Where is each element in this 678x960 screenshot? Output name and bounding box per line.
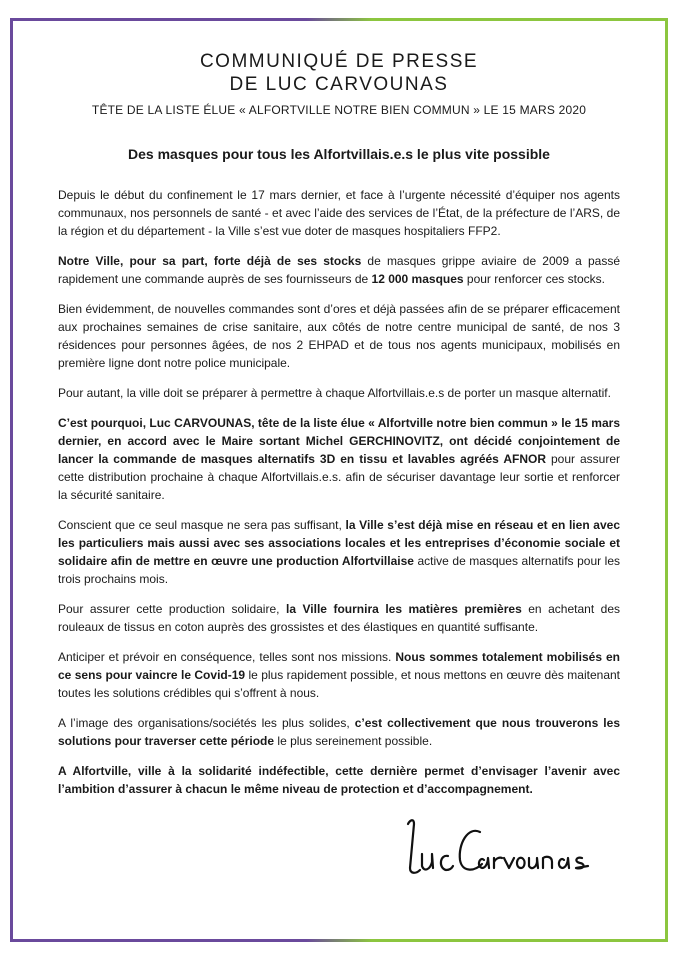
- paragraph-3: Bien évidemment, de nouvelles commandes sont d’ores et déjà passées afin de se préparer efficacement aux prochaines semaines de crise sanitaire, aux côtés de notre centre municipal de santé, de nos 3 résidences pour personnes âgées, de nos 2 EHPAD et de tous nos agents municipaux, mobilisés en première ligne dont notre police municipale.: [58, 302, 620, 370]
- press-release-header: [0, 50, 678, 118]
- paragraph-4: Pour autant, la ville doit se préparer à permettre à chaque Alfortvillais.e.s de porter un masque alternatif.: [58, 386, 611, 400]
- text: Conscient que ce seul masque ne sera pas suffisant,: [58, 518, 346, 532]
- title-line-2: DE LUC CARVOUNAS: [229, 74, 449, 95]
- subtitle: TÊTE DE LA LISTE ÉLUE « ALFORTVILLE NOTRE BIEN COMMUN » LE 15 MARS 2020: [91, 103, 587, 117]
- paragraph-7: [58, 600, 620, 636]
- text: en achetant des rouleaux de tissus en coton auprès des grossistes et des élastiques en quantité suffisante.: [58, 602, 621, 634]
- bold-text: c’est collectivement que nous trouverons les solutions pour traverser cette période: [58, 716, 620, 748]
- paragraph-1: Depuis le début du confinement le 17 mars dernier, et face à l’urgente nécessité d’équiper nos agents communaux, nos personnels de santé - et avec l’aide des services de l’État, de la préfecture de l’ARS, de la région et du département - la Ville s’est vue doter de masques hospitaliers FFP2.: [58, 188, 620, 238]
- text: A l’image des organisations/sociétés les plus solides,: [58, 716, 355, 730]
- paragraph-5: [58, 414, 620, 504]
- text: active de masques alternatifs pour les trois prochains mois.: [58, 554, 620, 586]
- paragraph-8: [58, 648, 620, 702]
- title-line-1: COMMUNIQUÉ DE PRESSE: [199, 51, 479, 72]
- frame-top-border: [10, 18, 668, 21]
- handwritten-signature-icon: [398, 810, 598, 890]
- text: pour renforcer ces stocks.: [463, 272, 605, 286]
- bold-text: la Ville fournira les matières premières: [285, 602, 522, 616]
- bold-text: la Ville s’est déjà mise en réseau et en lien avec les particuliers mais aussi avec ses associations locales et les entreprises d’économie sociale et solidaire afin de mettre en œuvre une production Alfortvillaise: [58, 518, 620, 568]
- bold-text: Notre Ville, pour sa part, forte déjà de ses stocks: [58, 254, 362, 268]
- text: pour assurer cette distribution prochaine à chaque Alfortvillais.e.s. afin de sécuriser davantage leur sortie et renforcer la sécurité sanitaire.: [58, 452, 621, 502]
- paragraph-9: [58, 714, 620, 750]
- paragraph-10: [58, 762, 620, 798]
- text: le plus rapidement possible, et nous mettons en œuvre dès maitenant toutes les solutions crédibles qui s’offrent à nous.: [58, 668, 621, 700]
- frame-bottom-border: [10, 939, 668, 942]
- paragraph-2: [58, 252, 620, 288]
- bold-text: C’est pourquoi, Luc CARVOUNAS, tête de la liste élue « Alfortville notre bien commun » le 15 mars dernier, en accord avec le Maire sortant Michel GERCHINOVITZ, ont décidé conjointement de lancer la commande de masques alternatifs 3D en tissu et lavables agréés AFNOR: [58, 416, 620, 466]
- press-release-body: [58, 186, 620, 810]
- text: Pour assurer cette production solidaire,: [58, 602, 286, 616]
- text: Anticiper et prévoir en conséquence, telles sont nos missions.: [58, 650, 396, 664]
- subject-heading: Des masques pour tous les Alfortvillais.e.s le plus vite possible: [128, 146, 550, 162]
- bold-text: 12 000 masques: [371, 272, 464, 286]
- text: de masques grippe aviaire de 2009 a passé rapidement une commande auprès de ses fournisseurs de: [58, 254, 621, 286]
- bold-text: Nous sommes totalement mobilisés en ce sens pour vaincre le Covid-19: [58, 650, 620, 682]
- text: le plus sereinement possible.: [274, 734, 433, 748]
- paragraph-6: [58, 516, 620, 588]
- bold-text: A Alfortville, ville à la solidarité indéfectible, cette dernière permet d’envisager l’avenir avec l’ambition d’assurer à chacun le même niveau de protection et d’accompagnement.: [58, 764, 620, 796]
